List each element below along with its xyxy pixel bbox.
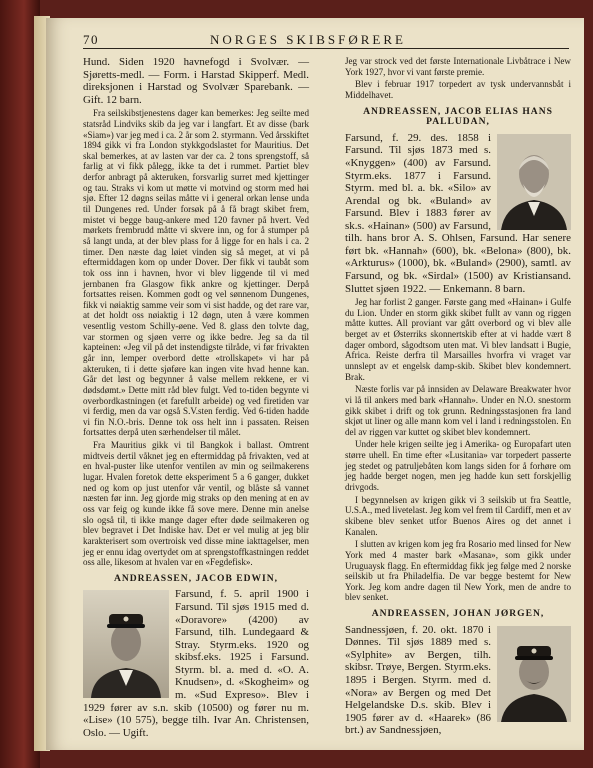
page-number: 70 [83, 32, 99, 47]
right-column [345, 56, 571, 739]
right-story-paragraph: Under hele krigen seilte jeg i Amerika- og Europafart uten større uhell. En time efter «Lusitania» var torpedert passerte jeg stedet og patruljebåten kom langs siden for å forhøre om jeg hadde berget nogen, men jeg hadde kun sett forskjellig drivgods. [345, 439, 571, 493]
left-intro: Hund. Siden 1920 havnefogd i Svolvær. — Sjøretts-medl. — Form. i Harstad Skipperf. Medl. direksjonen i Harstad og Svolvær Sparebank. — Gift. 12 barn. [83, 56, 309, 106]
right-story-paragraph: Jeg har forlist 2 ganger. Første gang med «Hainan» i Gulfe du Lion. Under en storm gikk skibet fullt av vann og riggen måtte kuttes. All proviant var gått overbord og vi blev alle berget av et Østerriks skonnertskib efter at vi hadde vært 8 dager ombord, sågodtsom uten mat. Vi blev landsatt i Bugie, Africa. Reiste derfra til Marsailles hvorfra vi vraget var unnslept av et engelsk damp-skib. Skibet blev kondemnert. Brak. [345, 297, 571, 382]
right-story-paragraph: I begynnelsen av krigen gikk vi 3 seilskib ut fra Seattle, U.S.A., med livetelast. Jeg kom vel frem til Cardiff, men et av skibene blev senket utfor Buenos Aires og det annet i Kanalen. [345, 494, 571, 537]
right-intro-2: Blev i februar 1917 torpedert av tysk undervannsbåt i Middelhavet. [345, 79, 571, 100]
section-heading: ANDREASSEN, JACOB EDWIN, [113, 572, 279, 584]
right-intro: Jeg var strock ved det første Internationale Livbåtrace i New York 1927, hvor vi vant første premie. [345, 56, 571, 77]
portrait-jacob-elias [497, 134, 571, 230]
portrait-jacob-edwin [83, 590, 169, 698]
right-story-paragraph: I slutten av krigen kom jeg fra Rosario med linsed for New York med 4 master bark «Masana», som gikk under Uruguaysk flagg. En eftermiddag fikk jeg følge med 2 norske seilskib ut fra Philadelfia. De var begge bestemt for New York. Jeg kom andre dagen til New York, men de andre to blev senket. [345, 539, 571, 603]
left-story-paragraph: Fra seilskibstjenestens dager kan bemerkes: Jeg seilte med statsråd Lindviks skib da jeg var i langfart. Et av disse (bark «Siam») var jeg med i ca. 2 år som 2. styrmann. Ved årsskiftet 1894 gikk vi fra London stykkgodslastet for Mauritius. Det skal bemerkes, at av lasten var der ca. 2 tons sprengstoff, så farlig at vi fikk pålegg, ikke ta det i rummet. Partiet blev derfor anbragt på akteruken, forsvarlig surret med kjettinger og tau. Straks vi kom ut møtte vi motvind og storm med høi sjø. Efter 12 døgns seilas måtte vi i general orkan lense unda til Dungenes red. Under forsøk på å få bragt skibet frem, mistet vi begge baug-ankere med 120 favner på hvert. Ved mørkets frembrudd måtte vi skvere inn, og for å stumper på så langt unda, at der blev plass for å ligge for en hals i ca. 2 timer. Den næste dag løiet vinden sig så meget, at vi på eftermiddagen kom op under Dover. Der fikk vi taubåt som tok oss inn i havnen, hvor vi blev liggende til vi med jernbanen fra Glasgow fikk ankre og kjettinger. Derpå fortsattes reisen. Kommen godt og vel sønnenom Dungenes, fikk vi nøiaktig samme veir som vi sist hadde, og det rare var, at det holdt oss nøiaktig i 12 døgn, uten å være kommen vesentlig vestom Schilly-øene. Ved 8. glass den tolvte dag, var stormen og sjøen verre og ikke bedre. Jeg sa da til kapteinen: «Jeg vil på det instendigste tilråde, vi før frivakten går inn, lemper overbord dette «trollskapet» vi har på akteruken, ti i dette sjøføre kan ingen vite hvad henne kan. Går det løst og begynner å valse mellem rekkene, er vi dødsdømt.» Dette mitt råd blev fulgt. Ved to-tiden begynte vi overbordkastningen (et farefullt arbeide) og ved firetiden var vi ferdig, men da var også S.V.sten ferdig. Ved 6-tiden hadde vi fin N.O.-bris. Denne tok oss helt inn i passaten. Reisen fortsattes derpå uten særhendelser til målet. [83, 108, 309, 438]
running-title: NORGES SKIBSFØRERE [210, 32, 406, 47]
section-text: Sandnessjøen, f. 20. okt. 1870 i Dønnes. Til sjøs 1889 med s. «Sylphite» av Bergen, tilh. skibsr. Trøye, Bergen. Styrm.eks. 1895 i Bergen. Styrm. med d. «Nora» av Bergen og med Det Helgelandske D.s. skib. Blev i 1905 fører av d. «Haarek» (86 brt.) av Sandnessjøen, [345, 623, 491, 737]
section-text: Farsund, f. 29. des. 1858 i Farsund. Til sjøs 1873 med s. «Knyggen» (400) av Farsund. Styrm.eks. 1877 i Farsund. Styrm. med bl. a. bk. «Silo» av Arendal og bk. «Buland» av Farsund. Blev i 1883 fører av sk.s. «Hainan» (500) av Farsund, tilh. hans bror A. S. Ohlsen, Farsund. Har senere ført bk. «Hannah» (600), bk. «Belona» (800), bk. «Arkturus» (1000), bk. «Buland» (2900), samtl. av Farsund, og bk. «Sirdal» (1500) av Kristiansand. Sluttet sjøen 1922. — Enkemann. 8 barn. [345, 131, 571, 295]
section-heading: ANDREASSEN, JOHAN JØRGEN, [371, 608, 545, 620]
left-column [83, 56, 309, 741]
section-text: Farsund, f. 5. april 1900 i Farsund. Til sjøs 1915 med d. «Doravore» (4200) av Farsund, tilh. Lundegaard & Stray. Styrm.eks. 1920 og skibsf.eks. 1925 i Farsund. Styrm. bl. a. med d. «O. A. Knudsen», d. «Skogheim» og m. «Sud Expreso». Blev i 1929 fører av s.n. skib (10500) og fører nu m. «Lise» (10 575), begge tilh. Ivar An. Christensen, Oslo. — Ugift. [83, 588, 309, 739]
header-rule [83, 48, 569, 49]
section-heading: ANDREASSEN, JACOB ELIAS HANS PALLUDAN, [363, 105, 553, 128]
portrait-johan-jorgen [497, 626, 571, 722]
right-story-paragraph: Næste forlis var på innsiden av Delaware Breakwater hvor vi lå til ankers med bark «Hannah». Under en N.O. snestorm gikk skibet i drift og tok grunn. Redningsstasjonen fra land skjøt ut liner og alle mann kom vel i land i redningsstolen. En del av riggen var kuttet og skibet blev kondemnert. [345, 384, 571, 437]
left-story-paragraph: Fra Mauritius gikk vi til Bangkok i ballast. Omtrent midtveis dertil våknet jeg en eftermiddag på frivakten, ved at en hval-puster like utenfor ventilen av min og seilmakerens lugar. Hvalen foretok dette eksperiment 5 a 6 ganger, dukket ned og kom op just utenfor vår ventil, og blåste så vannet næsten før inn. Jeg gjorde mig straks op den mening at en av oss var feig og kunde ikke få sove mere. Denne min anelse slo også til, ti ikke mange dager efter døde seilmakeren og blev begravet i Det Indiske hav. Det er vel mulig at jeg blir karakterisert som overtroisk ved disse mine iakttagelser, men jeg er ennu idag overtydet om at sprengstoffkastningen reddet oss alle, likesom at hvalen var en «Fegdefisk». [83, 440, 309, 568]
